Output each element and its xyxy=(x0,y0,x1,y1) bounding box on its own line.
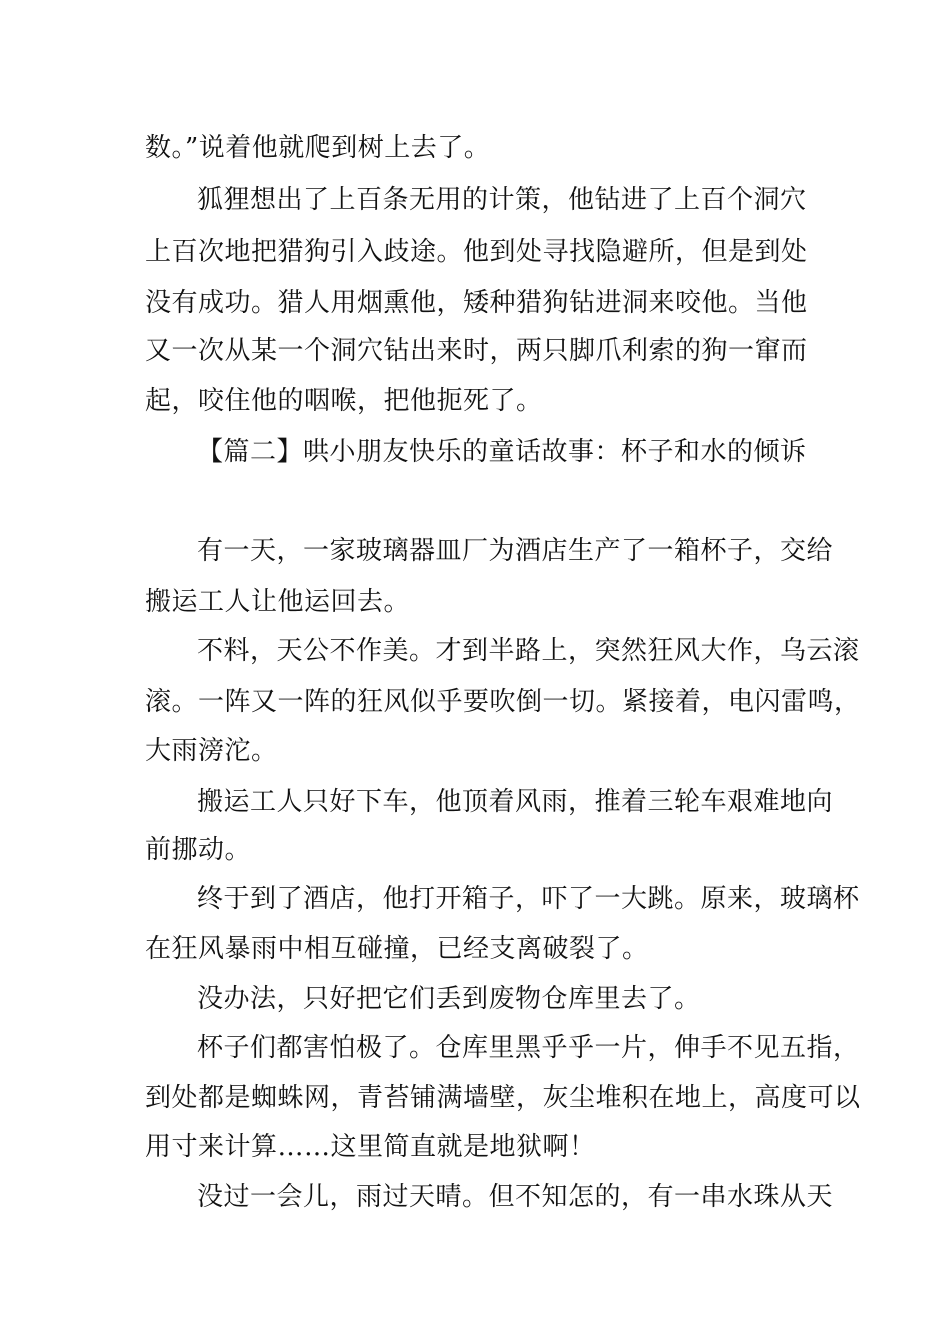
paragraph-line: 没办法，只好把它们丢到废物仓库里去了。 xyxy=(197,984,701,1014)
text-line: 滚。一阵又一阵的狂风似乎要吹倒一切。紧接着，电闪雷鸣， xyxy=(145,687,861,717)
paragraph-line: 搬运工人只好下车，他顶着风雨，推着三轮车艰难地向 xyxy=(197,787,834,817)
paragraph-line: 狐狸想出了上百条无用的计策，他钻进了上百个洞穴 xyxy=(197,185,807,215)
text-line: 上百次地把猎狗引入歧途。他到处寻找隐避所，但是到处 xyxy=(145,237,808,267)
text-line: 数。”说着他就爬到树上去了。 xyxy=(145,133,491,163)
paragraph-line: 没过一会儿，雨过天晴。但不知怎的，有一串水珠从天 xyxy=(197,1182,834,1212)
section-heading: 【篇二】哄小朋友快乐的童话故事：杯子和水的倾诉 xyxy=(197,437,807,467)
paragraph-line: 终于到了酒店，他打开箱子，吓了一大跳。原来，玻璃杯 xyxy=(197,884,860,914)
text-line: 搬运工人让他运回去。 xyxy=(145,587,411,617)
text-line: 没有成功。猎人用烟熏他，矮种猎狗钻进洞来咬他。当他 xyxy=(145,288,808,318)
text-line: 到处都是蜘蛛网，青苔铺满墙壁，灰尘堆积在地上，高度可以 xyxy=(145,1083,861,1113)
text-line: 用寸来计算……这里简直就是地狱啊！ xyxy=(145,1132,596,1162)
text-line: 又一次从某一个洞穴钻出来时，两只脚爪利索的狗一窜而 xyxy=(145,336,808,366)
text-line: 大雨滂沱。 xyxy=(145,736,278,766)
text-line: 起，咬住他的咽喉，把他扼死了。 xyxy=(145,386,543,416)
text-line: 前挪动。 xyxy=(145,835,252,865)
paragraph-line: 杯子们都害怕极了。仓库里黑乎乎一片，伸手不见五指， xyxy=(197,1033,860,1063)
paragraph-line: 有一天，一家玻璃器皿厂为酒店生产了一箱杯子，交给 xyxy=(197,536,834,566)
paragraph-line: 不料，天公不作美。才到半路上，突然狂风大作，乌云滚 xyxy=(197,636,860,666)
text-line: 在狂风暴雨中相互碰撞，已经支离破裂了。 xyxy=(145,934,649,964)
